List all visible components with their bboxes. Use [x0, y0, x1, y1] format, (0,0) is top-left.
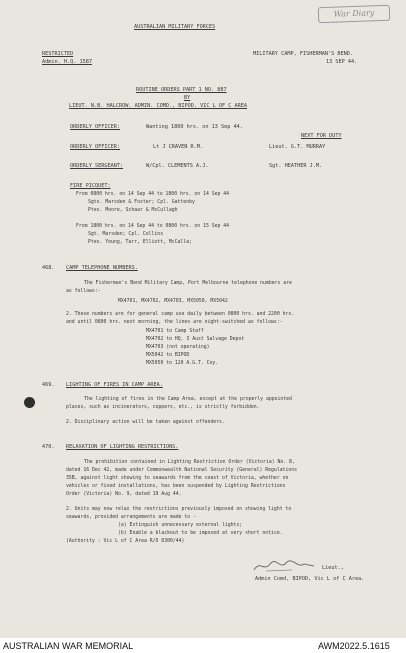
fire-picquet-line: Ptes. Moore, Schaar & McCullagh: [88, 208, 178, 213]
paragraph-line: seawards, provided arrangements are made to -: [66, 515, 196, 520]
paragraph-line: 2. Units may now relax the restrictions previously imposed on showing light to: [66, 507, 292, 512]
orderly-officer-value: Wanting 1800 hrs. on 13 Sep 44.: [146, 124, 243, 130]
document-date: 13 SEP 44.: [326, 59, 358, 65]
paragraph-line: 2. These numbers are for general camp use daily between 0800 hrs. and 2200 hrs.: [66, 312, 295, 317]
fire-picquet-line: From 0800 hrs. on 14 Sep 44 to 1800 hrs. on 14 Sep 44: [76, 192, 230, 197]
paragraph-line: as follows:-: [66, 289, 101, 294]
switch-list-item: MX4701 to Camp Staff: [146, 329, 204, 334]
section-number: 470.: [42, 444, 55, 450]
switch-list-item: MX4703 (not operating): [146, 345, 210, 350]
handwritten-signature: [252, 558, 316, 574]
camp-name: MILITARY CAMP, FISHERMAN'S BEND.: [253, 51, 353, 57]
orderly-officer-label: ORDERLY OFFICER:: [70, 124, 120, 130]
telephone-numbers: MX4701, MX4702, MX4703, MX5050, MX5042: [118, 299, 228, 304]
orderly-officer-2-next: Lieut. G.T. MURRAY: [269, 144, 326, 150]
orderly-officer-2-value: Lt J CRAVEN R.M.: [153, 144, 203, 150]
authority-reference: (Authority : Vic L of C Area R/O 8300/44): [66, 539, 185, 544]
paragraph-line: vehicles or fixed installations, has been suspended by Lighting Restrictions: [66, 484, 286, 489]
archive-footer: [0, 638, 406, 653]
section-heading: CAMP TELEPHONE NUMBERS.: [66, 265, 138, 271]
paragraph-line: (b) Enable a blackout to be imposed at very short notice.: [118, 531, 283, 536]
signature-title: Admin Comd, BIPOD, Vic L of C Area.: [255, 576, 365, 582]
header-title: AUSTRALIAN MILITARY FORCES: [134, 24, 216, 30]
next-for-duty-label: NEXT FOR DUTY: [301, 133, 342, 139]
section-heading: LIGHTING OF FIRES IN CAMP AREA.: [66, 382, 163, 388]
signature-rank: Lieut.,: [322, 565, 344, 571]
switch-list-item: MX5042 to BIPOD: [146, 353, 190, 358]
archive-name: AUSTRALIAN WAR MEMORIAL: [3, 641, 134, 651]
orderly-officer-2-label: ORDERLY OFFICER:: [70, 144, 120, 150]
punch-hole: [24, 397, 35, 408]
paragraph-line: The lighting of fires in the Camp Area, except at the properly appointed: [84, 397, 292, 402]
war-diary-stamp: War Diary: [318, 5, 391, 24]
switch-list-item: MX4702 to HQ, 3 Aust Salvage Depot: [146, 337, 245, 342]
archive-reference: AWM2022.5.1615: [318, 641, 390, 651]
orderly-sergeant-next: Sgt. HEATHER J.M.: [269, 163, 323, 169]
paragraph-line: 35B, against light showing to seawards from the coast of Victoria, whether on: [66, 476, 289, 481]
fire-picquet-heading: FIRE PICQUET:: [70, 183, 111, 189]
orders-authority: LIEUT. N.B. HALCROW. ADMIN. COMD., BIPOD. VIC L OF C AREA: [69, 103, 248, 109]
switch-list-item: MX5050 to 120 A.G.T. Coy.: [146, 361, 219, 366]
fire-picquet-line: Sgts. Marsden & Foster; Cpl. Gattenby: [88, 200, 195, 205]
paragraph-line: dated 16 Dec 42, made under Commonwealth National Security (General) Regulations: [66, 468, 298, 473]
paragraph-line: The prohibition contained in Lighting Restriction Order (Victoria) No. 8,: [84, 460, 295, 465]
orderly-sergeant-value: W/Cpl. CLEMENTS A.J.: [146, 163, 209, 169]
section-number: 469.: [42, 382, 55, 388]
orders-by: BY: [184, 95, 191, 101]
fire-picquet-line: From 1800 hrs. on 14 Sep 44 to 0800 hrs. on 15 Sep 44: [76, 224, 230, 229]
fire-picquet-line: Ptes. Young, Tarr, Elliott, McCalla;: [88, 240, 192, 245]
copy-reference: Admin. H.Q. 1587: [42, 59, 92, 65]
paragraph-line: (a) Extinguish unnecessary external lights;: [118, 523, 243, 528]
paragraph-line: places, such as incinerators, coppers, etc., is strictly forbidden.: [66, 405, 260, 410]
section-number: 468.: [42, 265, 55, 271]
paragraph-line: 2. Disciplinary action will be taken against offenders.: [66, 420, 225, 425]
orders-title: ROUTINE ORDERS PART 1 NO. 887: [136, 87, 227, 93]
orderly-sergeant-label: ORDERLY SERGEANT:: [70, 163, 124, 169]
paragraph-line: Order (Victoria) No. 9, dated 19 Aug 44.: [66, 492, 182, 497]
restricted-label: RESTRICTED: [42, 51, 74, 57]
paragraph-line: The Fisherman's Bend Military Camp, Port Melbourne telephone numbers are: [84, 281, 292, 286]
fire-picquet-line: Sgt. Marsden; Cpl. Collins: [88, 232, 164, 237]
section-heading: RELAXATION OF LIGHTING RESTRICTIONS.: [66, 444, 179, 450]
paragraph-line: and until 0800 hrs. next morning, the lines are night-switched as follows:-: [66, 320, 283, 325]
